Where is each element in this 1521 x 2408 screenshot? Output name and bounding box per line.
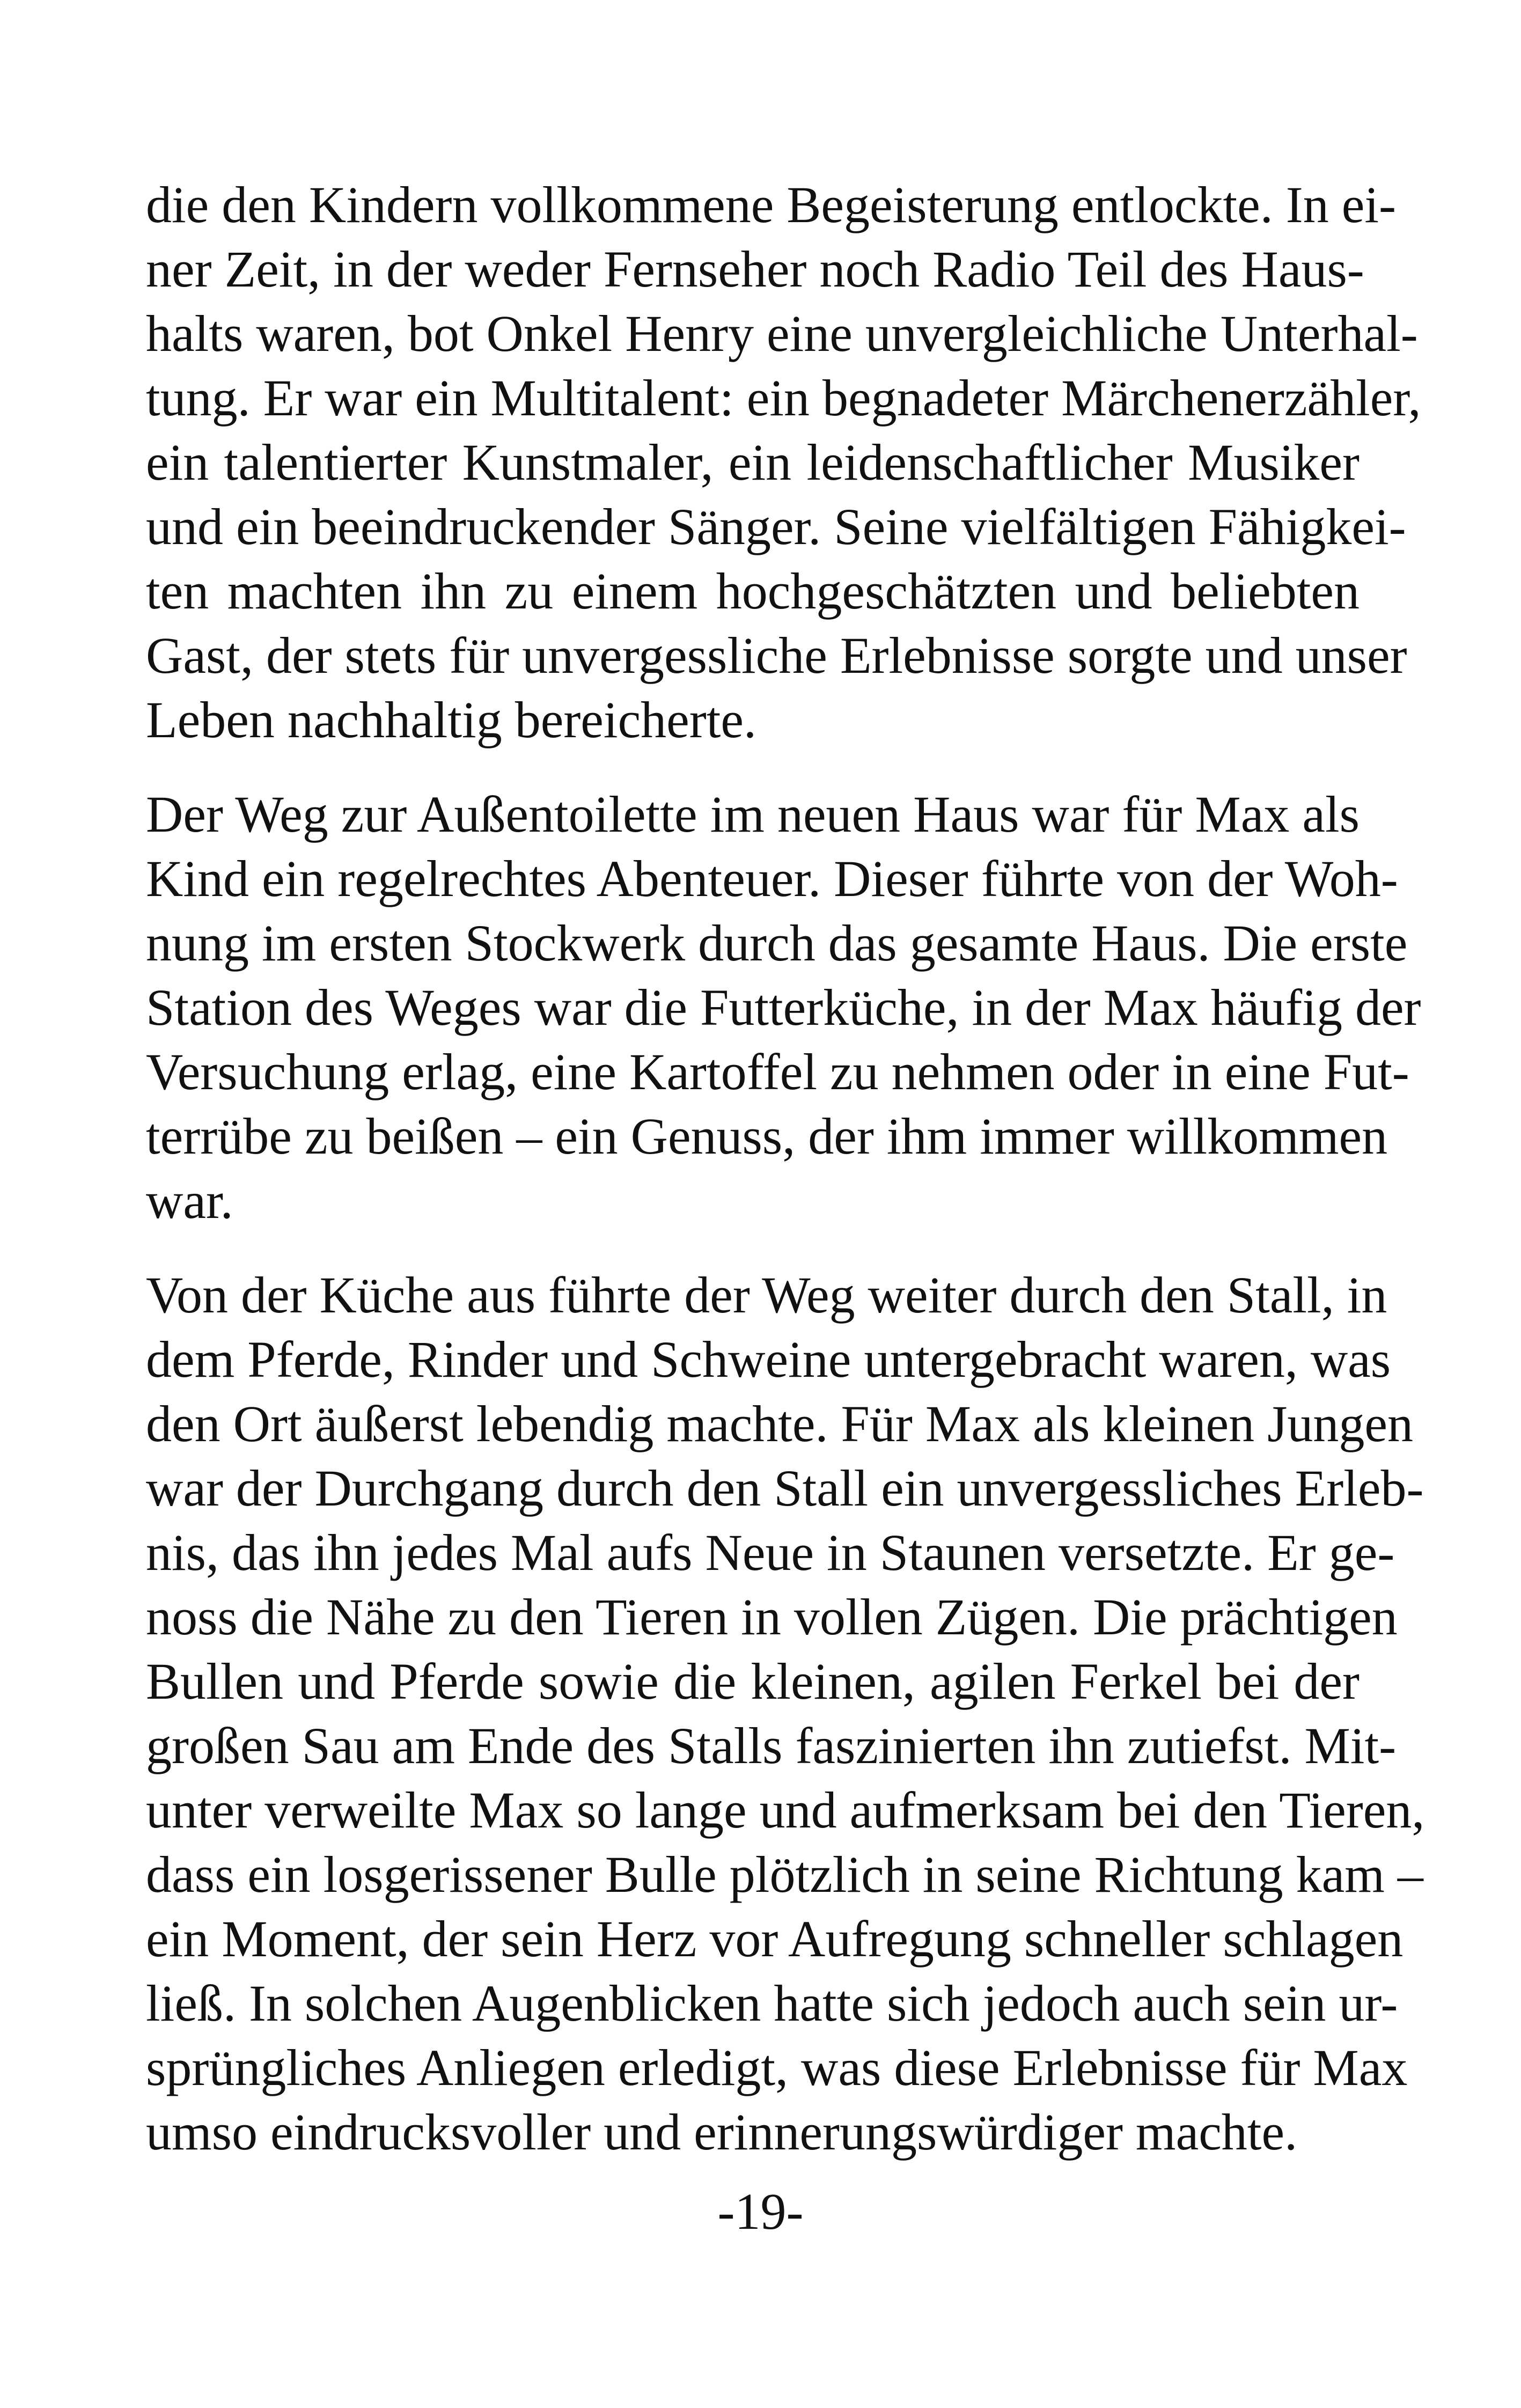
text-line: unter verweilte Max so lange und aufmerksam bei den Tieren, [146, 1781, 1425, 1839]
body-text [146, 173, 1425, 2194]
text-line: Kind ein regelrechtes Abenteuer. Dieser führte von der Woh- [146, 850, 1398, 907]
text-line: Station des Weges war die Futterküche, in der Max häufig der [146, 979, 1421, 1036]
text-line: und ein beeindruckender Sänger. Seine vielfältigen Fähigkei- [146, 498, 1406, 555]
paragraph-3 [146, 1263, 1425, 2164]
text-line: Von der Küche aus führte der Weg weiter durch den Stall, in [146, 1266, 1387, 1324]
text-line: ner Zeit, in der weder Fernseher noch Radio Teil des Haus- [146, 240, 1364, 298]
text-line: war der Durchgang durch den Stall ein unvergessliches Erleb- [146, 1459, 1424, 1517]
text-line: nis, das ihn jedes Mal aufs Neue in Staunen versetzte. Er ge- [146, 1524, 1395, 1581]
text-line: tung. Er war ein Multitalent: ein begnadeter Märchenerzähler, [146, 369, 1421, 427]
text-line: Versuchung erlag, eine Kartoffel zu nehmen oder in eine Fut- [146, 1043, 1409, 1100]
text-line: dem Pferde, Rinder und Schweine untergebracht waren, was [146, 1331, 1391, 1388]
text-line: Leben nachhaltig bereicherte. [146, 691, 757, 748]
paragraph-2 [146, 782, 1421, 1233]
page-number: -19- [717, 2183, 804, 2240]
text-line: großen Sau am Ende des Stalls faszinierten ihn zutiefst. Mit- [146, 1717, 1397, 1774]
text-line: Gast, der stets für unvergessliche Erlebnisse sorgte und unser [146, 627, 1407, 684]
text-line: sprüngliches Anliegen erledigt, was diese Erlebnisse für Max [146, 2039, 1408, 2096]
text-line: die den Kindern vollkommene Begeisterung entlockte. In ei- [146, 176, 1396, 233]
paragraph-1 [146, 173, 1421, 752]
text-line: ein talentierter Kunstmaler, ein leidenschaftlicher Musiker [146, 434, 1360, 491]
text-line: war. [146, 1172, 233, 1229]
text-line: ten machten ihn zu einem hochgeschätzten und beliebten [146, 562, 1360, 620]
text-line: Der Weg zur Außentoilette im neuen Haus war für Max als [146, 785, 1360, 843]
text-line: noss die Nähe zu den Tieren in vollen Zügen. Die prächtigen [146, 1588, 1398, 1646]
text-line: terrübe zu beißen – ein Genuss, der ihm immer willkommen [146, 1107, 1388, 1165]
text-line: umso eindrucksvoller und erinnerungswürdiger machte. [146, 2103, 1298, 2161]
text-line: ein Moment, der sein Herz vor Aufregung schneller schlagen [146, 1910, 1404, 1967]
text-line: halts waren, bot Onkel Henry eine unvergleichliche Unterhal- [146, 305, 1418, 362]
text-line: Bullen und Pferde sowie die kleinen, agilen Ferkel bei der [146, 1653, 1360, 1710]
text-line: den Ort äußerst lebendig machte. Für Max als kleinen Jungen [146, 1395, 1414, 1452]
text-line: dass ein losgerissener Bulle plötzlich in seine Richtung kam – [146, 1846, 1423, 1903]
text-line: nung im ersten Stockwerk durch das gesamte Haus. Die erste [146, 914, 1408, 972]
text-line: ließ. In solchen Augenblicken hatte sich jedoch auch sein ur- [146, 1974, 1398, 2032]
